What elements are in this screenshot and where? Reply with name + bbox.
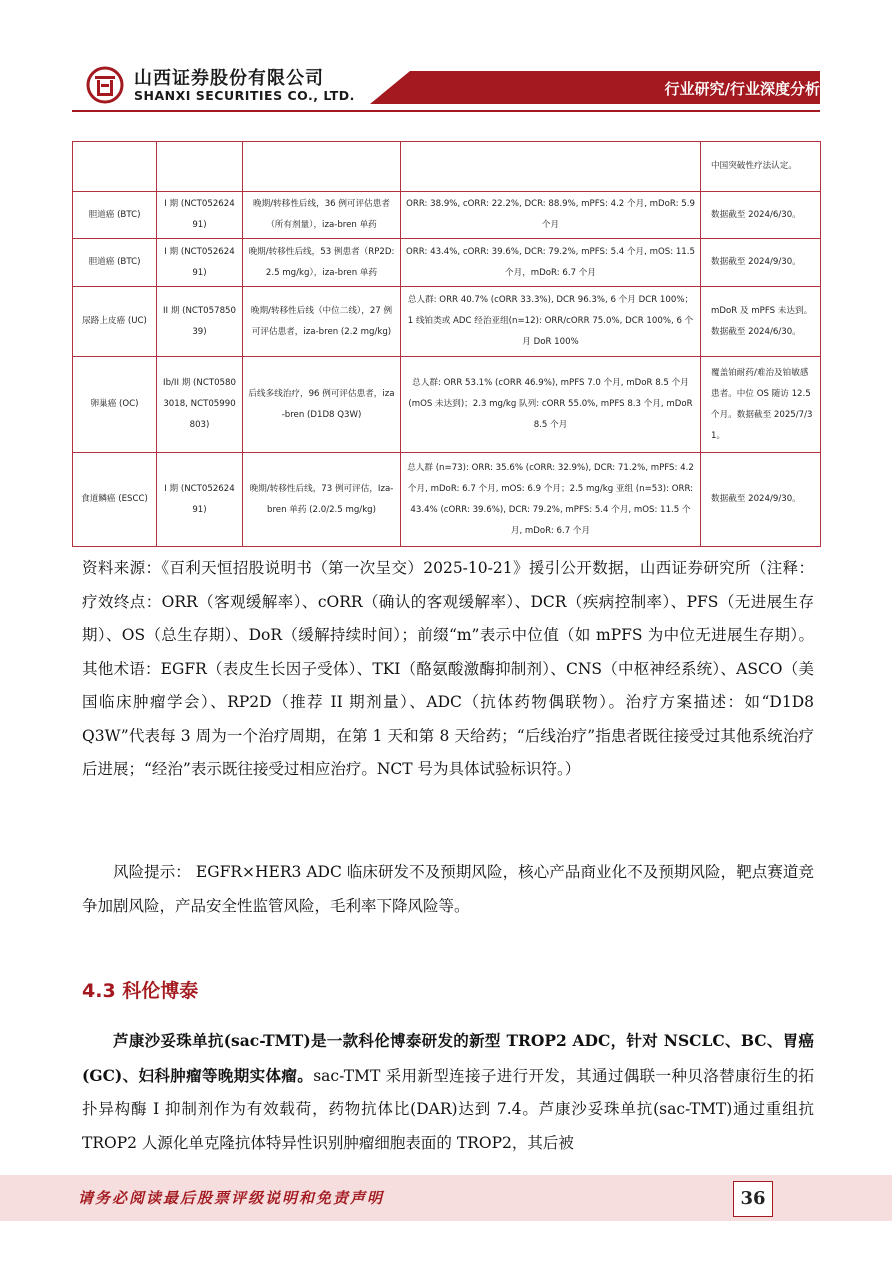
- page-header: [0, 0, 892, 120]
- design-cell: 晚期/转移性后线，53 例患者（RP2D: 2.5 mg/kg），iza-bren 单药: [243, 239, 401, 287]
- efficacy-cell: 总人群: ORR 40.7% (cORR 33.3%), DCR 96.3%, 6 个月 DCR 100%；1 线铂类或 ADC 经治亚组(n=12): ORR/cORR 75.0%, DCR 100%, 6 个月 DoR 100%: [401, 287, 701, 357]
- footer-disclaimer: 请务必阅读最后股票评级说明和免责声明: [78, 1189, 385, 1207]
- efficacy-cell: 总人群 (n=73): ORR: 35.6% (cORR: 32.9%), DCR: 71.2%, mPFS: 4.2 个月, mDoR: 6.7 个月, mOS: 6.9 个月；2.5 mg/kg 亚组 (n=53): ORR: 43.4% (cORR: 39.6%), DCR: 79.2%, mPFS: 5.4 个月, mOS: 11.5 个月, mDoR: 6.7 个月: [401, 453, 701, 547]
- table-row: [73, 239, 821, 287]
- design-cell: 晚期/转移性后线（中位二线），27 例可评估患者，iza-bren (2.2 mg/kg): [243, 287, 401, 357]
- table-row: [73, 192, 821, 239]
- phase-cell: I 期 (NCT05262491): [157, 239, 243, 287]
- table-row: [73, 142, 821, 192]
- note-cell: 数据截至 2024/6/30。: [701, 192, 821, 239]
- design-cell: 后线多线治疗，96 例可评估患者，iza-bren (D1D8 Q3W): [243, 357, 401, 453]
- table-row: [73, 287, 821, 357]
- table-row: [73, 357, 821, 453]
- section-paragraph: [82, 1024, 814, 1160]
- note-cell: mDoR 及 mPFS 未达到。数据截至 2024/6/30。: [701, 287, 821, 357]
- efficacy-cell: ORR: 38.9%, cORR: 22.2%, DCR: 88.9%, mPFS: 4.2 个月, mDoR: 5.9 个月: [401, 192, 701, 239]
- table-row: [73, 453, 821, 547]
- phase-cell: [157, 142, 243, 192]
- page-footer: [0, 1175, 892, 1221]
- indication-cell: 卵巢癌 (OC): [73, 357, 157, 453]
- design-cell: [243, 142, 401, 192]
- section-heading: 4.3 科伦博泰: [82, 980, 199, 1002]
- design-cell: 晚期/转移性后线，73 例可评估，Iza-bren 单药 (2.0/2.5 mg/kg): [243, 453, 401, 547]
- note-cell: 数据截至 2024/9/30。: [701, 453, 821, 547]
- indication-cell: 胆道癌 (BTC): [73, 239, 157, 287]
- efficacy-cell: 总人群: ORR 53.1% (cORR 46.9%), mPFS 7.0 个月, mDoR 8.5 个月 (mOS 未达到)；2.3 mg/kg 队列: cORR 55.0%, mPFS 8.3 个月, mDoR 8.5 个月: [401, 357, 701, 453]
- risk-note: 风险提示： EGFR×HER3 ADC 临床研发不及预期风险，核心产品商业化不及预期风险，靶点赛道竞争加剧风险，产品安全性监管风险，毛利率下降风险等。: [82, 863, 814, 915]
- clinical-trial-table: [72, 141, 821, 547]
- company-logo-icon: [86, 66, 124, 104]
- indication-cell: 食道鳞癌 (ESCC): [73, 453, 157, 547]
- efficacy-cell: ORR: 43.4%, cORR: 39.6%, DCR: 79.2%, mPFS: 5.4 个月, mOS: 11.5 个月，mDoR: 6.7 个月: [401, 239, 701, 287]
- note-cell: 覆盖铂耐药/难治及铂敏感患者。中位 OS 随访 12.5 个月。数据截至 2025/7/31。: [701, 357, 821, 453]
- body-text: sac-TMT 采用新型连接子进行开发，其通过偶联一种贝洛替康衍生的拓扑异构酶 I 抑制剂作为有效载荷，药物抗体比(DAR)达到 7.4。芦康沙妥珠单抗(sac-TMT)通过重组抗 TROP2 人源化单克隆抗体特异性识别肿瘤细胞表面的 TROP2，其后被: [82, 1066, 814, 1152]
- indication-cell: [73, 142, 157, 192]
- design-cell: 晚期/转移性后线，36 例可评估患者（所有剂量），iza-bren 单药: [243, 192, 401, 239]
- note-cell: 中国突破性疗法认定。: [701, 142, 821, 192]
- phase-cell: I 期 (NCT05262491): [157, 453, 243, 547]
- report-type: 行业研究/行业深度分析: [664, 80, 820, 98]
- company-name-cn: 山西证券股份有限公司: [134, 68, 324, 89]
- indication-cell: 尿路上皮癌 (UC): [73, 287, 157, 357]
- source-note: 资料来源：《百利天恒招股说明书（第一次呈交）2025-10-21》援引公开数据，山西证券研究所（注释：疗效终点：ORR（客观缓解率）、cORR（确认的客观缓解率）、DCR（疾病控制率）、PFS（无进展生存期）、OS（总生存期）、DoR（缓解持续时间）；前缀“m”表示中位值（如 mPFS 为中位无进展生存期）。其他术语：EGFR（表皮生长因子受体）、TKI（酪氨酸激酶抑制剂）、CNS（中枢神经系统）、ASCO（美国临床肿瘤学会）、RP2D（推荐 II 期剂量）、ADC（抗体药物偶联物）。治疗方案描述：如“D1D8 Q3W”代表每 3 周为一个治疗周期，在第 1 天和第 8 天给药；“后线治疗”指患者既往接受过其他系统治疗后进展；“经治”表示既往接受过相应治疗。NCT 号为具体试验标识符。）: [82, 559, 814, 778]
- page-number: 36: [733, 1181, 773, 1217]
- phase-cell: II 期 (NCT05785039): [157, 287, 243, 357]
- efficacy-cell: [401, 142, 701, 192]
- phase-cell: I 期 (NCT05262491): [157, 192, 243, 239]
- indication-cell: 胆道癌 (BTC): [73, 192, 157, 239]
- phase-cell: Ib/II 期 (NCT05803018, NCT05990803): [157, 357, 243, 453]
- company-name-en: SHANXI SECURITIES CO., LTD.: [134, 88, 355, 103]
- lead-sentence: 芦康沙妥珠单抗(sac-TMT)是一款科伦博泰研发的新型 TROP2 ADC，针对 NSCLC、BC、胃癌(GC)、妇科肿瘤等晚期实体瘤。: [82, 1031, 814, 1085]
- note-cell: 数据截至 2024/9/30。: [701, 239, 821, 287]
- header-divider: [72, 110, 820, 112]
